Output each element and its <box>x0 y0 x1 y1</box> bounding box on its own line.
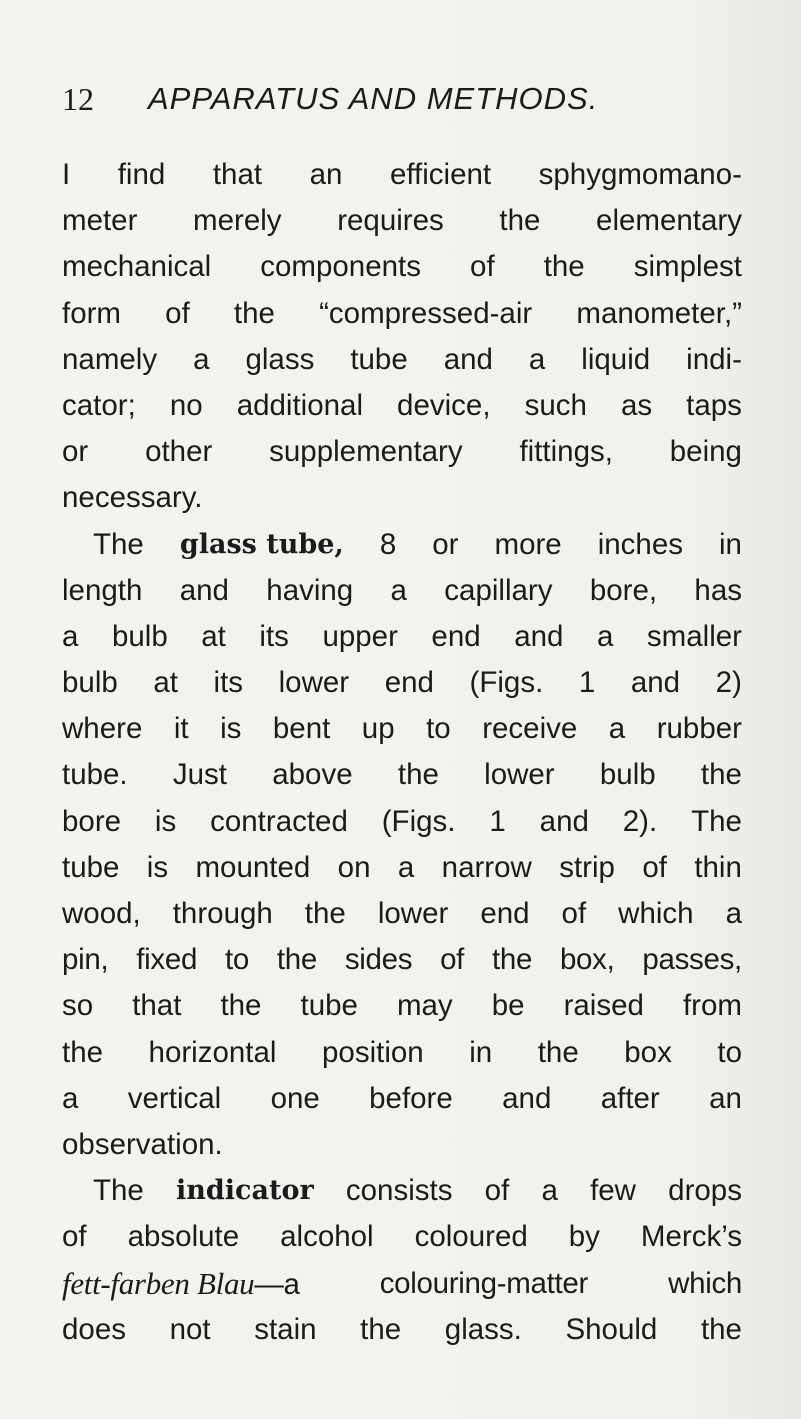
text-line: a bulb at its upper end and a smaller <box>62 619 742 653</box>
text-line: I find that an efficient sphygmomano- <box>62 158 742 191</box>
text-line-last: necessary. <box>62 481 203 515</box>
body-text <box>62 152 742 1353</box>
text-line: namely a glass tube and a liquid indi- <box>62 342 742 376</box>
text-line: the horizontal position in the box to <box>62 1035 742 1069</box>
running-head <box>62 74 742 124</box>
text-line: meter merely requires the elementary <box>62 204 742 238</box>
page-number: 12 <box>62 81 94 117</box>
text-line: length and having a capillary bore, has <box>62 573 742 607</box>
text-line: cator; no additional device, such as taps <box>62 388 742 422</box>
text-line: pin, fixed to the sides of the box, passes, <box>62 943 742 977</box>
text-line: bore is contracted (Figs. 1 and 2). The <box>62 804 742 838</box>
text-line: form of the “compressed-air manometer,” <box>62 296 742 330</box>
text-line: mechanical components of the simplest <box>62 250 742 284</box>
text-line: fett-farben Blau—a colouring-matter which <box>62 1265 742 1301</box>
bold-term-indicator: indicator <box>176 1175 314 1207</box>
text-line: does not stain the glass. Should the <box>62 1312 742 1346</box>
paragraph-start-indicator: The indicator consists of a few drops <box>62 1168 742 1214</box>
text-line: a vertical one before and after an <box>62 1081 742 1115</box>
paragraph-start-glass-tube: The glass tube, 8 or more inches in <box>62 522 742 568</box>
text-line: of absolute alcohol coloured by Merck’s <box>62 1220 742 1254</box>
text-line: tube. Just above the lower bulb the <box>62 758 742 792</box>
text-line: or other supplementary fittings, being <box>62 435 742 469</box>
text-line: tube is mounted on a narrow strip of thin <box>62 850 742 884</box>
text-line: wood, through the lower end of which a <box>62 897 742 930</box>
running-title: APPARATUS AND METHODS. <box>148 81 599 116</box>
text-line: where it is bent up to receive a rubber <box>62 712 742 746</box>
text-line: bulb at its lower end (Figs. 1 and 2) <box>62 666 742 700</box>
italic-term-fett-farben-blau: fett-farben Blau <box>62 1265 255 1301</box>
text-line-last: observation. <box>62 1127 223 1161</box>
text-line: so that the tube may be raised from <box>62 989 742 1023</box>
bold-term-glass-tube: glass tube, <box>179 528 344 560</box>
